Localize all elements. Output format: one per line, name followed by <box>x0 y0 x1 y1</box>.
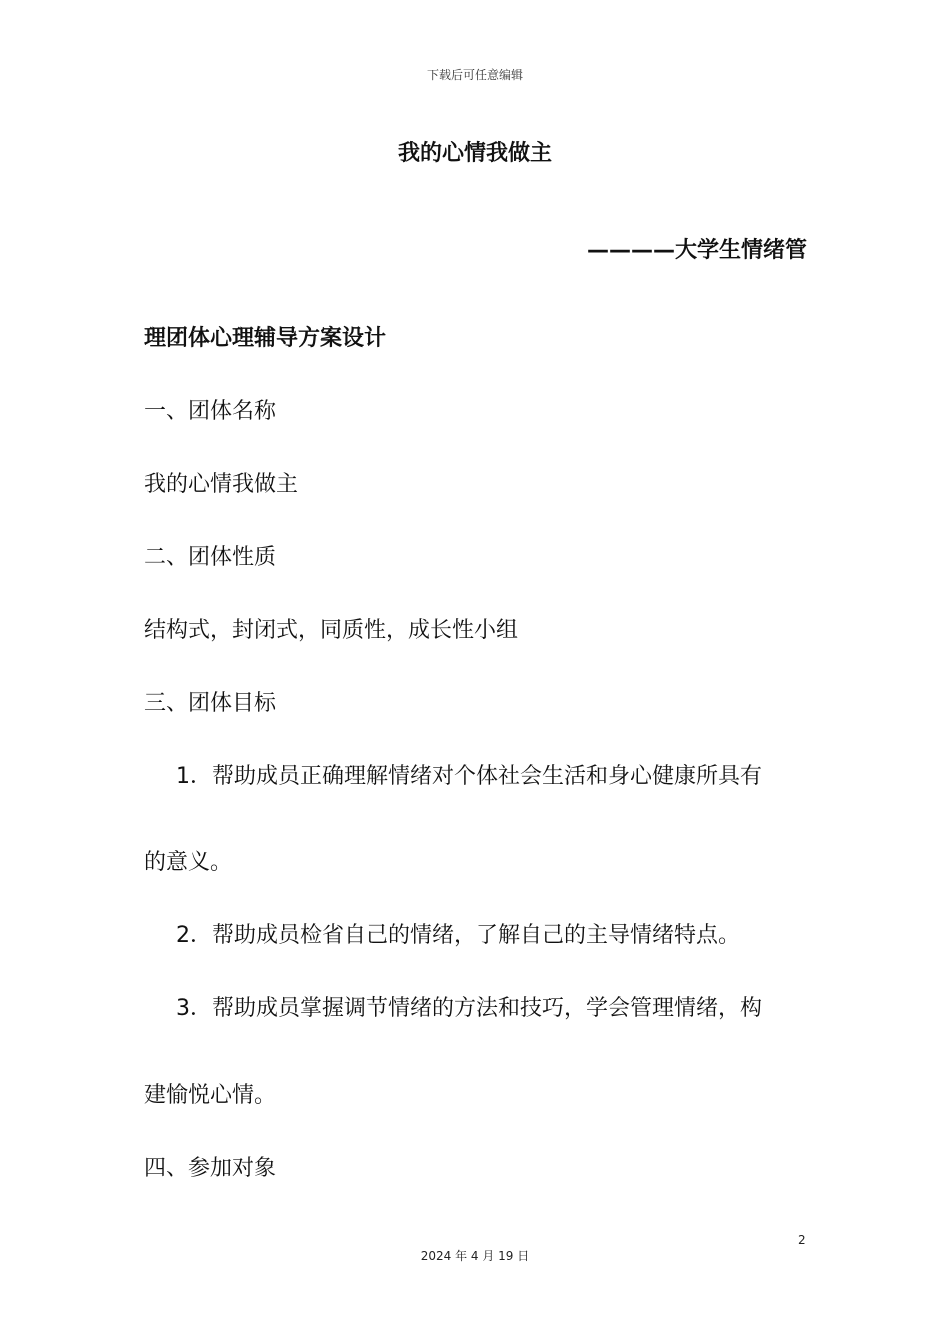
document-subtitle-line2: 理团体心理辅导方案设计 <box>144 326 387 351</box>
header-note: 下载后可任意编辑 <box>426 68 523 82</box>
document-subtitle-line1: ————大学生情绪管 <box>586 238 807 263</box>
section-heading-name: 一、团体名称 <box>144 399 277 424</box>
goal-1-line2: 的意义。 <box>144 850 233 875</box>
goal-3-line1: 3．帮助成员掌握调节情绪的方法和技巧，学会管理情绪，构 <box>176 996 762 1021</box>
footer-date: 2024 年 4 月 19 日 <box>420 1249 530 1263</box>
page-number: 2 <box>798 1233 806 1247</box>
section-body-name: 我的心情我做主 <box>144 472 299 497</box>
section-heading-participants: 四、参加对象 <box>144 1156 277 1181</box>
goal-1-line1: 1．帮助成员正确理解情绪对个体社会生活和身心健康所具有 <box>176 764 762 789</box>
section-body-nature: 结构式，封闭式，同质性，成长性小组 <box>144 618 519 643</box>
section-heading-goals: 三、团体目标 <box>144 691 277 716</box>
document-title: 我的心情我做主 <box>397 141 552 166</box>
goal-2-line1: 2．帮助成员检省自己的情绪，了解自己的主导情绪特点。 <box>176 923 740 948</box>
goal-3-line2: 建愉悦心情。 <box>144 1083 277 1108</box>
section-heading-nature: 二、团体性质 <box>144 545 277 570</box>
